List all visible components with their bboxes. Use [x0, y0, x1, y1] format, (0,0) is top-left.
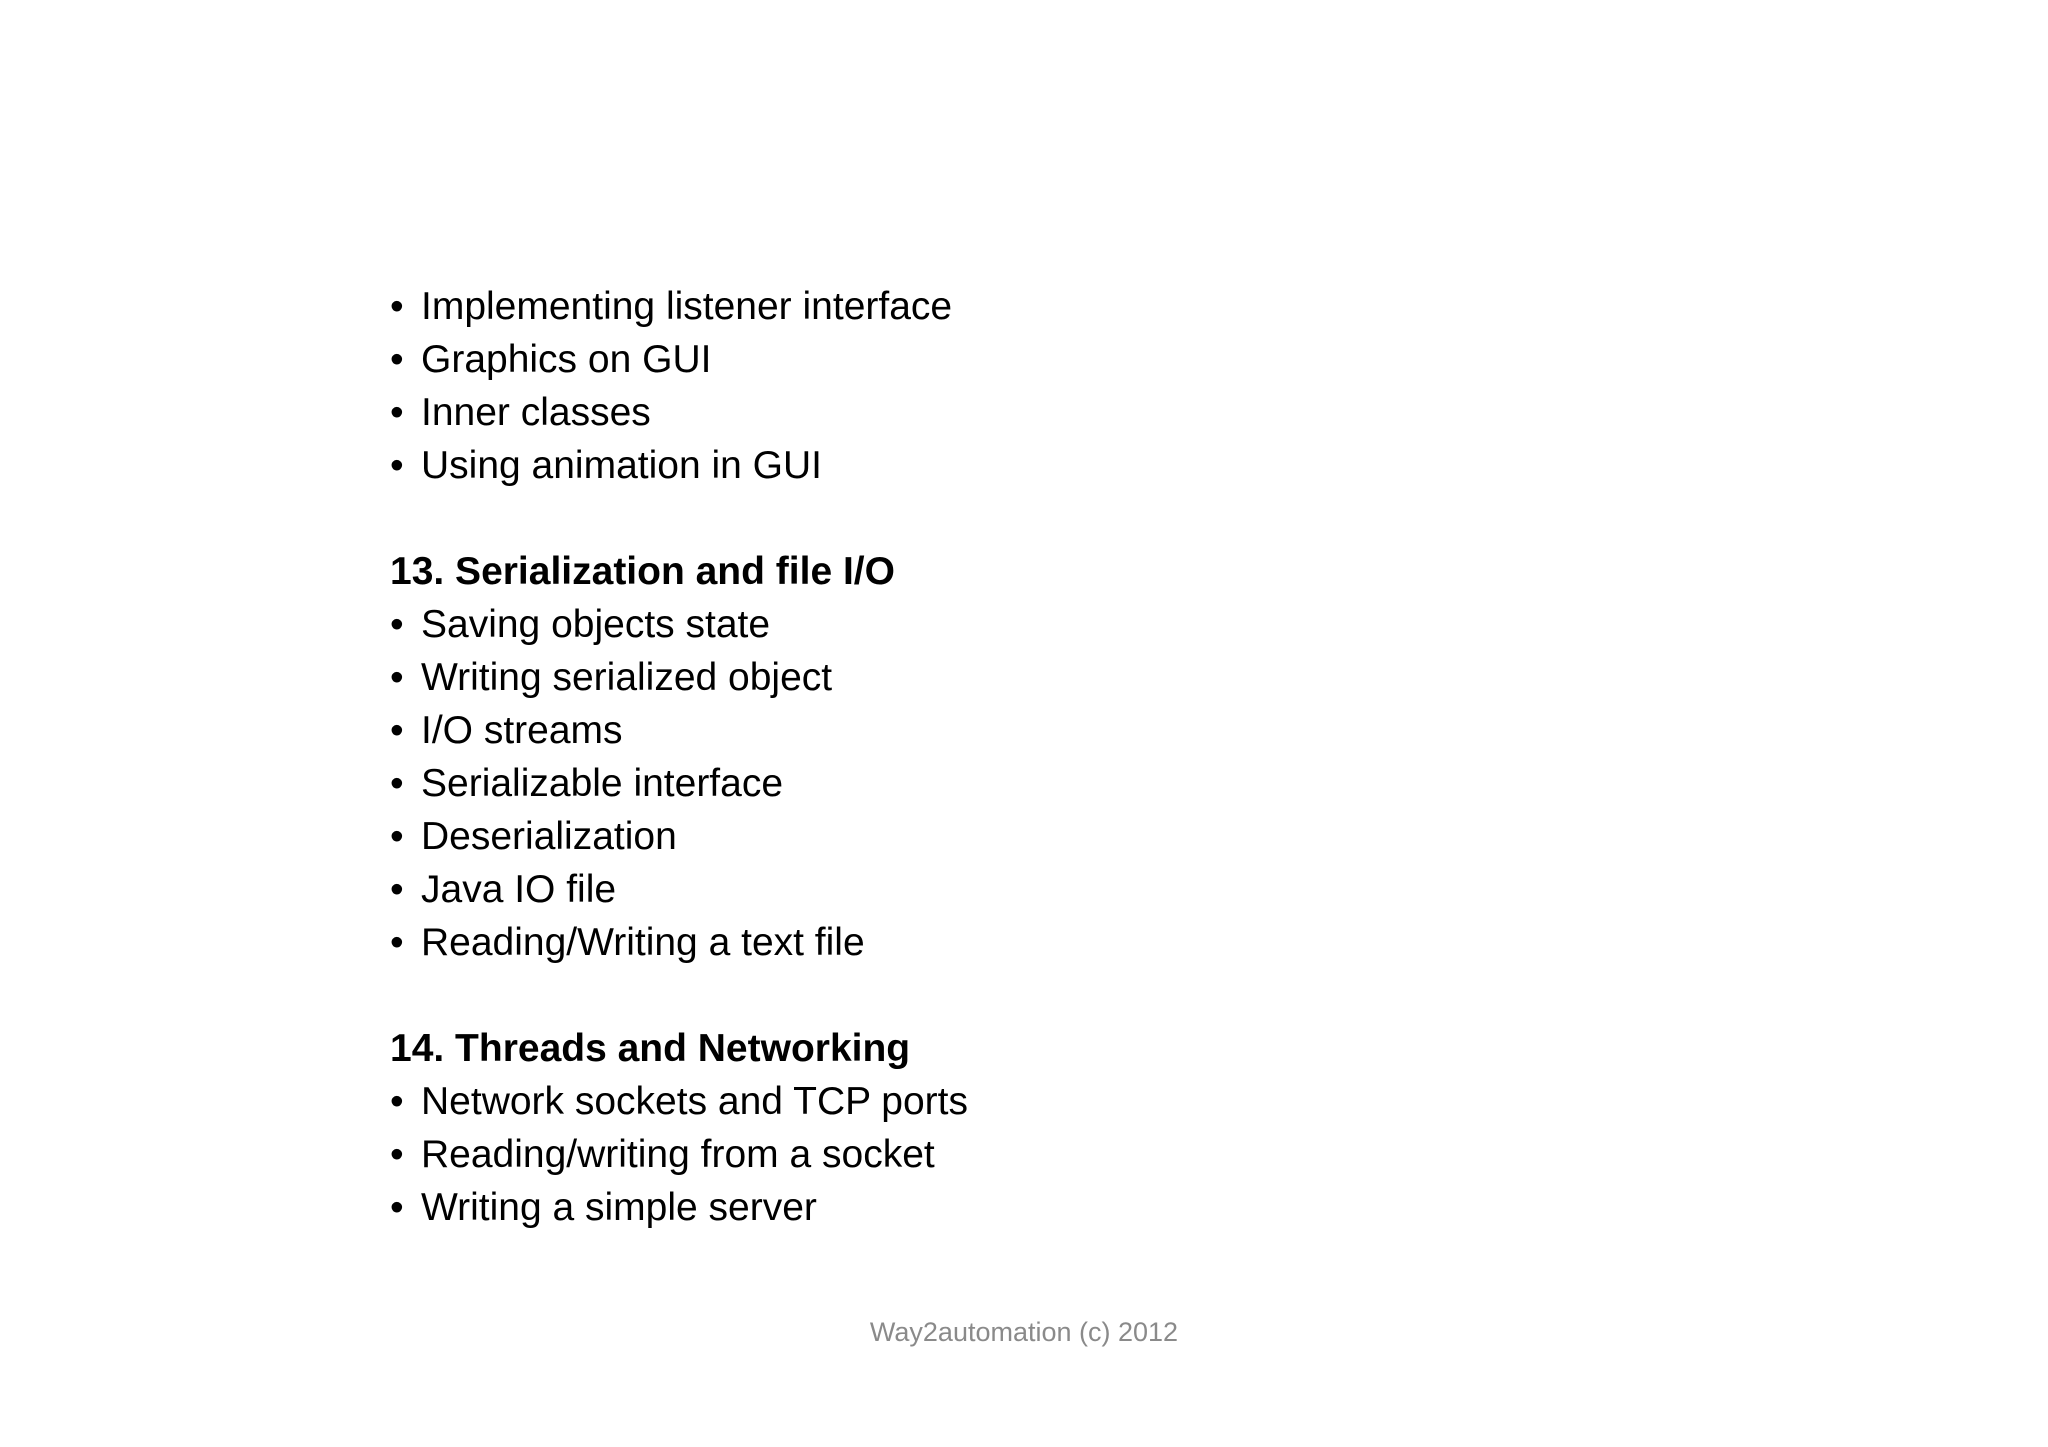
list-item	[390, 1075, 1590, 1128]
spacer	[390, 492, 1590, 545]
bullet-icon: •	[390, 603, 404, 646]
list-item	[390, 1128, 1590, 1181]
list-item	[390, 280, 1590, 333]
section-heading-threads: 14. Threads and Networking	[390, 1027, 911, 1070]
bullet-icon: •	[390, 391, 404, 434]
bullet-icon: •	[390, 1186, 404, 1229]
list-item-text: Saving objects state	[421, 603, 771, 646]
list-item-text: I/O streams	[421, 709, 623, 752]
list-item-text: Serializable interface	[421, 762, 784, 805]
bullet-icon: •	[390, 1133, 404, 1176]
footer-copyright: Way2automation (c) 2012	[869, 1317, 1179, 1347]
list-item-text: Writing serialized object	[421, 656, 833, 699]
bullet-icon: •	[390, 285, 404, 328]
list-item-text: Deserialization	[421, 815, 677, 858]
list-item	[390, 810, 1590, 863]
bullet-icon: •	[390, 444, 404, 487]
list-item-text: Writing a simple server	[421, 1186, 817, 1229]
list-item	[390, 704, 1590, 757]
bullet-icon: •	[390, 921, 404, 964]
section-heading-serialization: 13. Serialization and file I/O	[390, 550, 895, 593]
list-item	[390, 916, 1590, 969]
list-item	[390, 651, 1590, 704]
list-item	[390, 439, 1590, 492]
bullet-icon: •	[390, 656, 404, 699]
bullet-icon: •	[390, 815, 404, 858]
list-item-text: Implementing listener interface	[421, 285, 953, 328]
list-item	[390, 1181, 1590, 1234]
list-item	[390, 863, 1590, 916]
list-item-text: Inner classes	[421, 391, 651, 434]
list-item-text: Using animation in GUI	[421, 444, 823, 487]
bullet-icon: •	[390, 709, 404, 752]
list-item-text: Graphics on GUI	[421, 338, 712, 381]
list-item-text: Reading/writing from a socket	[421, 1133, 935, 1176]
list-item	[390, 757, 1590, 810]
bullet-icon: •	[390, 338, 404, 381]
list-item-text: Java IO file	[421, 868, 617, 911]
list-item	[390, 333, 1590, 386]
slide-content	[390, 280, 1590, 1234]
spacer	[390, 969, 1590, 1022]
bullet-icon: •	[390, 762, 404, 805]
list-item-text: Network sockets and TCP ports	[421, 1080, 968, 1123]
list-item	[390, 386, 1590, 439]
list-item-text: Reading/Writing a text file	[421, 921, 865, 964]
bullet-icon: •	[390, 868, 404, 911]
bullet-icon: •	[390, 1080, 404, 1123]
list-item	[390, 598, 1590, 651]
